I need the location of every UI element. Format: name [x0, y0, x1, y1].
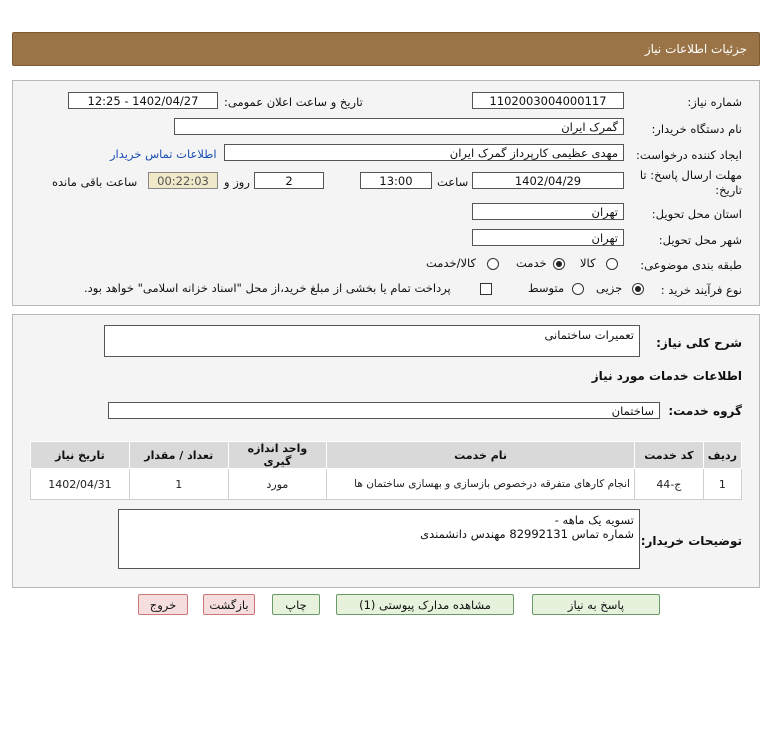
- category-option-goods-service: کالا/خدمت: [426, 256, 477, 270]
- process-label: نوع فرآیند خرید :: [660, 283, 742, 297]
- buyer-contact-link[interactable]: اطلاعات تماس خریدار: [110, 147, 217, 161]
- deadline-time-field[interactable]: 13:00: [360, 172, 432, 189]
- cell-service-code: ج-44: [634, 469, 703, 500]
- view-attachments-button[interactable]: مشاهده مدارک پیوستی (1): [336, 594, 514, 615]
- remaining-label: ساعت باقی مانده: [52, 175, 138, 189]
- buyer-notes-line-1: تسویه یک ماهه -: [554, 513, 634, 527]
- process-radio-medium[interactable]: [572, 283, 584, 295]
- deadline-date-field[interactable]: 1402/04/29: [472, 172, 624, 189]
- cell-row: 1: [703, 469, 741, 500]
- col-service-name: نام خدمت: [327, 442, 635, 469]
- city-field[interactable]: تهران: [472, 229, 624, 246]
- col-need-date: تاریخ نیاز: [31, 442, 130, 469]
- exit-button[interactable]: خروج: [138, 594, 188, 615]
- page-header: [12, 32, 760, 66]
- need-number-field[interactable]: 1102003004000117: [472, 92, 624, 109]
- buyer-notes-line-2: شماره تماس 82992131 مهندس دانشمندی: [420, 527, 634, 541]
- cell-service-name: انجام کارهای متفرقه درخصوص بازسازی و بهسازی ساختمان ها: [327, 469, 635, 500]
- cell-unit: مورد: [228, 469, 327, 500]
- announce-label: تاریخ و ساعت اعلان عمومی:: [224, 95, 363, 109]
- deadline-time-label: ساعت: [437, 175, 469, 189]
- days-label: روز و: [224, 175, 250, 189]
- cell-quantity: 1: [129, 469, 228, 500]
- col-row: ردیف: [703, 442, 741, 469]
- back-button[interactable]: بازگشت: [203, 594, 255, 615]
- page-title: جزئیات اطلاعات نیاز: [644, 42, 747, 56]
- announce-field[interactable]: 1402/04/27 - 12:25: [68, 92, 218, 109]
- services-section-title: اطلاعات خدمات مورد نیاز: [591, 369, 742, 383]
- services-table: [30, 441, 742, 500]
- need-number-label: شماره نیاز:: [687, 95, 742, 109]
- need-info-panel: [12, 80, 760, 306]
- buyer-notes-field: [118, 509, 640, 569]
- process-option-medium: متوسط: [528, 281, 565, 295]
- province-label: استان محل تحویل:: [651, 207, 742, 221]
- need-summary-field: تعمیرات ساختمانی: [104, 325, 640, 357]
- process-radio-minor[interactable]: [632, 283, 644, 295]
- category-label: طبقه بندی موضوعی:: [640, 258, 742, 272]
- treasury-payment-checkbox[interactable]: [480, 283, 492, 295]
- process-option-minor: جزیی: [596, 281, 623, 295]
- reply-button[interactable]: پاسخ به نیاز: [532, 594, 660, 615]
- service-group-field: ساختمان: [108, 402, 660, 419]
- remaining-timer: 00:22:03: [148, 172, 218, 189]
- creator-field[interactable]: مهدی عظیمی کارپرداز گمرک ایران: [224, 144, 624, 161]
- category-radio-service[interactable]: [553, 258, 565, 270]
- print-button[interactable]: چاپ: [272, 594, 320, 615]
- category-option-goods: کالا: [580, 256, 596, 270]
- province-field[interactable]: تهران: [472, 203, 624, 220]
- creator-label: ایجاد کننده درخواست:: [636, 148, 742, 162]
- col-unit: واحد اندازه گیری: [228, 442, 327, 469]
- days-field[interactable]: 2: [254, 172, 324, 189]
- deadline-label: مهلت ارسال پاسخ: تا: [639, 168, 742, 182]
- treasury-payment-note: پرداخت تمام یا بخشی از مبلغ خرید،از محل "اسناد خزانه اسلامی" خواهد بود.: [84, 281, 451, 295]
- city-label: شهر محل تحویل:: [658, 233, 742, 247]
- category-option-service: خدمت: [516, 256, 547, 270]
- need-summary-label: شرح کلی نیاز:: [656, 336, 742, 350]
- buyer-notes-label: توضیحات خریدار:: [640, 534, 742, 548]
- service-group-label: گروه خدمت:: [668, 404, 742, 418]
- table-row: [31, 469, 742, 500]
- deadline-label-date: تاریخ:: [715, 183, 742, 197]
- buyer-org-label: نام دستگاه خریدار:: [651, 122, 742, 136]
- category-radio-goods[interactable]: [606, 258, 618, 270]
- col-quantity: تعداد / مقدار: [129, 442, 228, 469]
- col-service-code: کد خدمت: [634, 442, 703, 469]
- buyer-org-field[interactable]: گمرک ایران: [174, 118, 624, 135]
- cell-need-date: 1402/04/31: [31, 469, 130, 500]
- category-radio-goods-service[interactable]: [487, 258, 499, 270]
